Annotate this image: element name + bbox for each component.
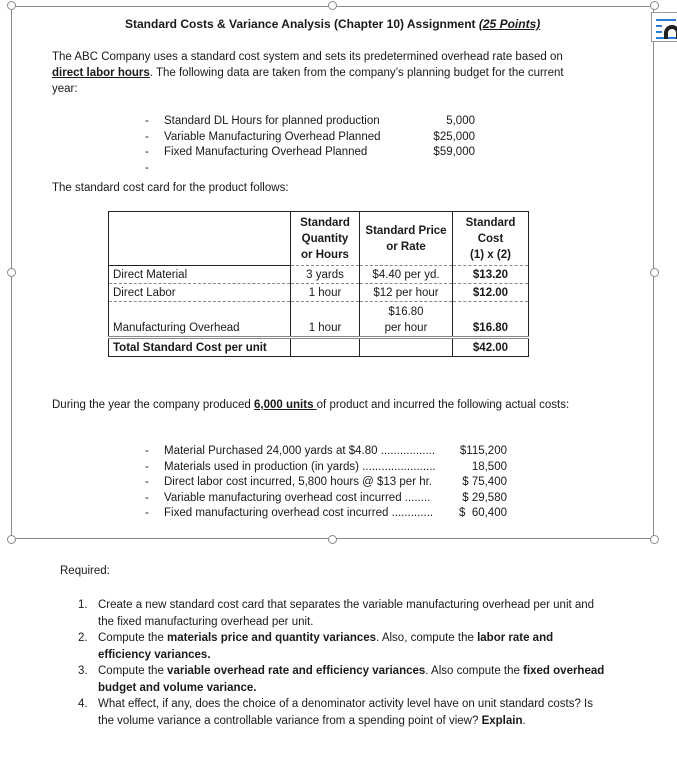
item-label: Direct labor cost incurred, 5,800 hours @ $13 per hr.: [164, 476, 433, 488]
header-price: [360, 212, 453, 266]
row-item: Direct Labor: [109, 284, 291, 302]
table-total-row: [109, 338, 529, 357]
requirement-text: .: [522, 714, 526, 727]
requirement-number: 2.: [78, 632, 88, 644]
item-value: $59,000: [433, 146, 475, 158]
header-blank: [109, 212, 291, 266]
row-price: $4.40 per yd.: [360, 266, 453, 284]
requirement-emphasis: Explain: [481, 714, 523, 727]
item-label: Material Purchased 24,000 yards at $4.80 .................: [164, 445, 436, 457]
total-cost: $42.00: [453, 338, 529, 357]
requirement-number: 4.: [78, 698, 88, 710]
resize-handle-bottom-center[interactable]: [328, 535, 337, 544]
item-value: $ 29,580: [462, 491, 507, 504]
requirement-text: What effect, if any, does the choice of a denominator activity level have on unit standard costs? Is the volume variance a controllable variance from a spending point of view?: [98, 698, 593, 727]
planning-budget-list: [145, 114, 475, 176]
requirement-emphasis: variable overhead rate and efficiency variances: [167, 665, 426, 677]
title-points: (25 Points): [478, 17, 541, 31]
required-heading: Required:: [60, 565, 110, 577]
row-price: [360, 302, 453, 338]
total-label: Total Standard Cost per unit: [109, 338, 291, 357]
item-label: Variable manufacturing overhead cost incurred ........: [164, 491, 431, 504]
requirement-text: . Also compute the: [425, 665, 524, 677]
row-quantity: 3 yards: [291, 266, 360, 284]
header-line: (1) x (2): [470, 248, 511, 261]
resize-handle-top-right[interactable]: [650, 1, 659, 10]
list-item-empty: [145, 161, 475, 177]
header-line: or Hours: [301, 248, 349, 261]
table-row: [109, 266, 529, 284]
resize-handle-bottom-left[interactable]: [7, 535, 16, 544]
list-item: [145, 145, 475, 161]
row-quantity: 1 hour: [291, 284, 360, 302]
resize-handle-middle-right[interactable]: [650, 268, 659, 277]
list-item: [145, 114, 475, 130]
row-cost: $13.20: [453, 266, 529, 284]
table-header-row: [109, 212, 529, 266]
item-value: $25,000: [433, 130, 475, 143]
row-item: Direct Material: [109, 266, 291, 284]
requirement-number: 3.: [78, 665, 88, 677]
requirement-item: [78, 630, 608, 663]
intro-emphasis: direct labor hours: [52, 67, 150, 79]
list-item: [145, 444, 507, 460]
row-cost: $16.80: [453, 302, 529, 338]
requirement-text: Compute the: [98, 665, 168, 677]
requirement-text: Compute the: [98, 632, 168, 644]
item-label: Fixed manufacturing overhead cost incurred .............: [164, 507, 434, 519]
table-row: [109, 302, 529, 338]
item-value: $ 75,400: [462, 476, 507, 488]
total-quantity-blank: [291, 338, 360, 357]
item-label: Variable Manufacturing Overhead Planned: [164, 130, 381, 143]
dash-bullet: -: [145, 445, 149, 457]
intro-text-1: The ABC Company uses a standard cost system and sets its predetermined overhead rate based on: [52, 51, 563, 63]
dash-bullet: -: [145, 460, 149, 473]
actual-costs-intro: [52, 397, 592, 413]
requirement-text: Create a new standard cost card that separates the variable manufacturing overhead per unit and the fixed manufacturing overhead per unit.: [98, 599, 595, 628]
resize-handle-middle-left[interactable]: [7, 268, 16, 277]
document-title: [0, 17, 677, 31]
requirement-number: 1.: [78, 599, 88, 611]
requirements-list: [78, 597, 608, 729]
header-line: Cost: [477, 232, 504, 245]
requirement-item: [78, 597, 608, 630]
cost-card-intro: The standard cost card for the product follows:: [52, 182, 289, 194]
row-item: Manufacturing Overhead: [109, 302, 291, 338]
row-cost: $12.00: [453, 284, 529, 302]
dash-bullet: -: [145, 161, 149, 174]
row-quantity: 1 hour: [291, 302, 360, 338]
total-price-blank: [360, 338, 453, 357]
price-line: $16.80: [388, 306, 424, 318]
item-label: Materials used in production (in yards) .......................: [164, 460, 436, 473]
item-label: Fixed Manufacturing Overhead Planned: [164, 146, 368, 158]
row-price: $12 per hour: [360, 284, 453, 302]
dash-bullet: -: [145, 491, 149, 504]
actual-text-2: of product and incurred the following actual costs:: [316, 399, 570, 411]
standard-cost-card-table: [108, 211, 529, 357]
list-item: [145, 491, 507, 507]
table-row: [109, 284, 529, 302]
requirement-emphasis: materials price and quantity variances: [167, 632, 377, 644]
item-value: $115,200: [459, 445, 507, 457]
list-item: [145, 475, 507, 491]
actual-text-1: During the year the company produced: [52, 399, 255, 411]
list-item: [145, 130, 475, 146]
requirement-emphasis: labor rate and efficiency variances.: [98, 632, 554, 661]
header-line: Quantity: [301, 232, 349, 245]
header-line: Standard: [465, 216, 516, 229]
resize-handle-top-center[interactable]: [328, 1, 337, 10]
header-quantity: [291, 212, 360, 266]
item-value: 5,000: [446, 115, 475, 127]
dash-bullet: -: [145, 507, 149, 519]
intro-text-2: . The following data are taken from the company’s planning budget for the current year:: [52, 67, 564, 95]
title-text: Standard Costs & Variance Analysis (Chapter 10) Assignment: [125, 17, 479, 31]
list-item: [145, 460, 507, 476]
dash-bullet: -: [145, 130, 149, 143]
header-line: or Rate: [386, 240, 426, 253]
item-value: 18,500: [471, 460, 507, 473]
requirement-item: [78, 663, 608, 696]
resize-handle-bottom-right[interactable]: [650, 535, 659, 544]
item-value: $ 60,400: [459, 507, 507, 519]
requirement-text: . Also, compute the: [376, 632, 478, 644]
actual-emphasis: 6,000 units: [254, 399, 317, 411]
item-label: Standard DL Hours for planned production: [164, 115, 380, 127]
dash-bullet: -: [145, 146, 149, 158]
requirement-item: [78, 696, 608, 729]
resize-handle-top-left[interactable]: [7, 1, 16, 10]
price-line: per hour: [384, 322, 428, 334]
list-item: [145, 506, 507, 522]
header-line: Standard Price: [365, 224, 447, 237]
header-line: Standard: [300, 216, 350, 229]
header-cost: [453, 212, 529, 266]
dash-bullet: -: [145, 476, 149, 488]
actual-costs-list: [145, 444, 507, 522]
requirement-emphasis: fixed overhead budget and volume variance.: [98, 665, 605, 694]
intro-paragraph: [52, 49, 592, 97]
dash-bullet: -: [145, 115, 149, 127]
